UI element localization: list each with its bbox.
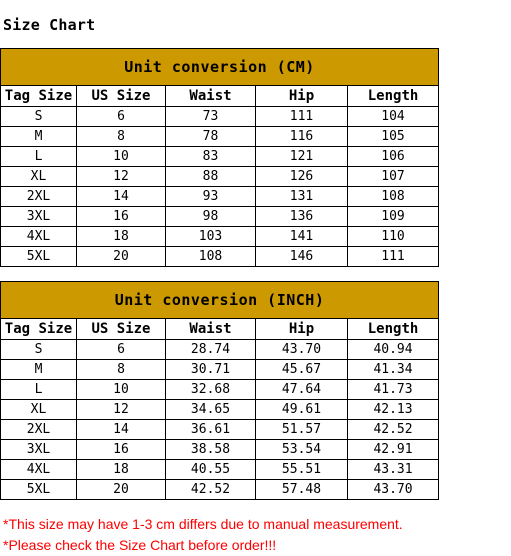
tag-size-cell: 4XL: [1, 460, 77, 480]
table-row: [1, 107, 439, 127]
us-size-cell: 16: [77, 207, 166, 227]
tag-size-cell: 5XL: [1, 247, 77, 267]
us-size-cell: 12: [77, 167, 166, 187]
tag-size-cell: S: [1, 340, 77, 360]
us-size-cell: 20: [77, 247, 166, 267]
length-cell: 105: [348, 127, 439, 147]
waist-cell: 32.68: [166, 380, 256, 400]
tag-size-cell: 3XL: [1, 440, 77, 460]
table-row: [1, 207, 439, 227]
length-cell: 43.70: [348, 480, 439, 500]
length-cell: 107: [348, 167, 439, 187]
length-cell: 40.94: [348, 340, 439, 360]
column-header-waist: Waist: [166, 319, 256, 340]
waist-cell: 98: [166, 207, 256, 227]
size-table-inch: [0, 281, 439, 500]
waist-cell: 93: [166, 187, 256, 207]
hip-cell: 45.67: [256, 360, 348, 380]
table-row: [1, 380, 439, 400]
length-cell: 42.52: [348, 420, 439, 440]
us-size-cell: 18: [77, 227, 166, 247]
tag-size-cell: M: [1, 127, 77, 147]
column-header-hip: Hip: [256, 319, 348, 340]
us-size-cell: 8: [77, 127, 166, 147]
table-row: [1, 127, 439, 147]
waist-cell: 88: [166, 167, 256, 187]
table-row: [1, 340, 439, 360]
us-size-cell: 10: [77, 147, 166, 167]
table-body: [1, 340, 439, 500]
hip-cell: 146: [256, 247, 348, 267]
length-cell: 106: [348, 147, 439, 167]
disclaimer-note: *This size may have 1-3 cm differs due to manual measurement.: [3, 516, 403, 532]
waist-cell: 42.52: [166, 480, 256, 500]
length-cell: 109: [348, 207, 439, 227]
us-size-cell: 8: [77, 360, 166, 380]
waist-cell: 34.65: [166, 400, 256, 420]
table-title: Unit conversion (INCH): [1, 282, 439, 319]
waist-cell: 103: [166, 227, 256, 247]
us-size-cell: 14: [77, 187, 166, 207]
tag-size-cell: XL: [1, 400, 77, 420]
tag-size-cell: XL: [1, 167, 77, 187]
length-cell: 42.13: [348, 400, 439, 420]
tag-size-cell: L: [1, 147, 77, 167]
waist-cell: 78: [166, 127, 256, 147]
table-row: [1, 247, 439, 267]
tag-size-cell: 2XL: [1, 187, 77, 207]
size-table-cm: [0, 48, 439, 267]
hip-cell: 49.61: [256, 400, 348, 420]
us-size-cell: 18: [77, 460, 166, 480]
length-cell: 43.31: [348, 460, 439, 480]
hip-cell: 53.54: [256, 440, 348, 460]
column-header-tag-size: Tag Size: [1, 86, 77, 107]
hip-cell: 111: [256, 107, 348, 127]
waist-cell: 38.58: [166, 440, 256, 460]
page-title: Size Chart: [3, 16, 96, 34]
column-header-length: Length: [348, 319, 439, 340]
table-row: [1, 167, 439, 187]
hip-cell: 136: [256, 207, 348, 227]
us-size-cell: 6: [77, 107, 166, 127]
waist-cell: 83: [166, 147, 256, 167]
hip-cell: 141: [256, 227, 348, 247]
length-cell: 41.34: [348, 360, 439, 380]
table-row: [1, 400, 439, 420]
table-row: [1, 460, 439, 480]
length-cell: 42.91: [348, 440, 439, 460]
hip-cell: 57.48: [256, 480, 348, 500]
table-row: [1, 227, 439, 247]
column-header-us-size: US Size: [77, 86, 166, 107]
hip-cell: 116: [256, 127, 348, 147]
us-size-cell: 12: [77, 400, 166, 420]
length-cell: 111: [348, 247, 439, 267]
table-row: [1, 147, 439, 167]
column-header-tag-size: Tag Size: [1, 319, 77, 340]
tag-size-cell: S: [1, 107, 77, 127]
tag-size-cell: 3XL: [1, 207, 77, 227]
waist-cell: 108: [166, 247, 256, 267]
us-size-cell: 6: [77, 340, 166, 360]
table-row: [1, 440, 439, 460]
table-row: [1, 187, 439, 207]
tag-size-cell: 2XL: [1, 420, 77, 440]
hip-cell: 51.57: [256, 420, 348, 440]
us-size-cell: 10: [77, 380, 166, 400]
order-warning-note: *Please check the Size Chart before order!!!: [3, 537, 277, 553]
table-row: [1, 480, 439, 500]
tag-size-cell: 4XL: [1, 227, 77, 247]
waist-cell: 73: [166, 107, 256, 127]
tag-size-cell: 5XL: [1, 480, 77, 500]
us-size-cell: 14: [77, 420, 166, 440]
length-cell: 41.73: [348, 380, 439, 400]
hip-cell: 131: [256, 187, 348, 207]
length-cell: 108: [348, 187, 439, 207]
table-row: [1, 360, 439, 380]
waist-cell: 36.61: [166, 420, 256, 440]
waist-cell: 40.55: [166, 460, 256, 480]
waist-cell: 30.71: [166, 360, 256, 380]
tag-size-cell: L: [1, 380, 77, 400]
us-size-cell: 16: [77, 440, 166, 460]
length-cell: 104: [348, 107, 439, 127]
hip-cell: 121: [256, 147, 348, 167]
waist-cell: 28.74: [166, 340, 256, 360]
length-cell: 110: [348, 227, 439, 247]
tag-size-cell: M: [1, 360, 77, 380]
hip-cell: 55.51: [256, 460, 348, 480]
us-size-cell: 20: [77, 480, 166, 500]
hip-cell: 47.64: [256, 380, 348, 400]
column-header-us-size: US Size: [77, 319, 166, 340]
column-header-length: Length: [348, 86, 439, 107]
table-title: Unit conversion (CM): [1, 49, 439, 86]
column-header-hip: Hip: [256, 86, 348, 107]
hip-cell: 43.70: [256, 340, 348, 360]
hip-cell: 126: [256, 167, 348, 187]
table-row: [1, 420, 439, 440]
column-header-waist: Waist: [166, 86, 256, 107]
table-body: [1, 107, 439, 267]
